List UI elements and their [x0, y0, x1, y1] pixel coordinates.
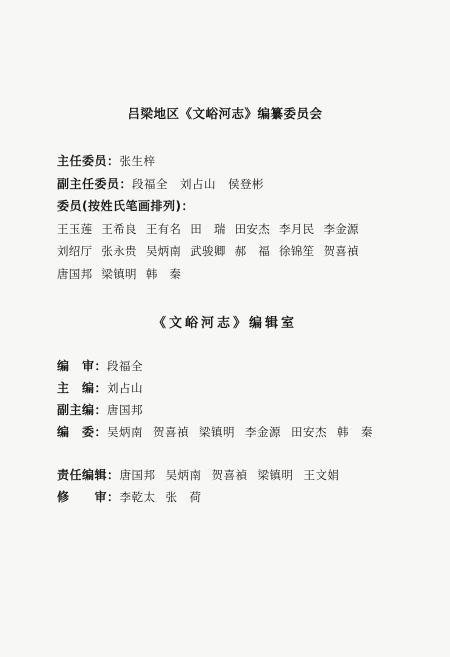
member-name: 田 瑞	[190, 222, 226, 236]
committee-member: 李金源	[245, 425, 282, 439]
editorial-committee-line	[57, 424, 383, 440]
responsible-editor-line	[57, 467, 350, 483]
chair-line	[57, 153, 156, 169]
member-name: 王希良	[101, 222, 137, 236]
member-name: 王有名	[145, 222, 182, 236]
responsible-editor: 唐国邦	[119, 468, 156, 482]
deputy-editor-label: 副主编：	[57, 403, 108, 417]
revision-reviewer: 张 荷	[165, 490, 202, 504]
member-name: 张永贵	[101, 244, 137, 258]
member-name: 田安杰	[234, 222, 271, 236]
committee-title: 吕梁地区《文峪河志》编纂委员会	[127, 106, 323, 121]
deputy-editor-name: 唐国邦	[107, 403, 144, 417]
chair-label: 主任委员：	[57, 154, 120, 168]
office-title: 《文峪河志》编辑室	[152, 316, 297, 331]
member-name: 唐国邦	[57, 267, 93, 281]
members-row-3	[57, 266, 190, 282]
committee-member: 田安杰	[291, 425, 328, 439]
member-name: 刘绍厅	[57, 244, 93, 258]
responsible-editor: 贺喜禎	[211, 468, 248, 482]
vice-chair-label: 副主任委员：	[57, 177, 133, 191]
vice-chair-names: 段福全 刘占山 侯登彬	[132, 177, 265, 191]
member-name: 武骏卿	[190, 244, 226, 258]
members-label-line	[57, 198, 194, 214]
responsible-editor: 梁镇明	[257, 468, 294, 482]
members-row-2	[57, 243, 368, 259]
member-name: 李金源	[323, 222, 359, 236]
revision-review-line	[57, 489, 212, 505]
responsible-editor: 王文娟	[303, 468, 340, 482]
member-name: 吴炳南	[145, 244, 182, 258]
review-line	[57, 358, 143, 374]
deputy-editor-line	[57, 402, 143, 418]
responsible-editor: 吴炳南	[165, 468, 202, 482]
member-name: 梁镇明	[101, 267, 137, 281]
member-name: 王玉莲	[57, 222, 93, 236]
members-label: 委员(按姓氏笔画排列)：	[57, 199, 194, 213]
review-name: 段福全	[107, 359, 144, 373]
revision-review-label: 修 审：	[57, 490, 120, 504]
review-label: 编 审：	[57, 359, 108, 373]
member-name: 贺喜禎	[323, 244, 359, 258]
chair-name: 张生梓	[119, 154, 156, 168]
revision-reviewer: 李乾太	[119, 490, 156, 504]
committee-member: 贺喜禎	[153, 425, 190, 439]
committee-member: 韩 秦	[337, 425, 374, 439]
editor-name: 刘占山	[107, 381, 144, 395]
member-name: 郝 福	[234, 244, 271, 258]
member-name: 徐锦笙	[279, 244, 315, 258]
member-name: 李月民	[279, 222, 315, 236]
vice-chair-line	[57, 176, 264, 192]
member-name: 韩 秦	[145, 267, 182, 281]
committee-member: 梁镇明	[199, 425, 236, 439]
responsible-editor-label: 责任编辑：	[57, 468, 120, 482]
editor-label: 主 编：	[57, 381, 108, 395]
editor-line	[57, 380, 143, 396]
members-row-1	[57, 221, 368, 237]
editorial-committee-label: 编 委：	[57, 425, 108, 439]
committee-member: 吴炳南	[107, 425, 144, 439]
